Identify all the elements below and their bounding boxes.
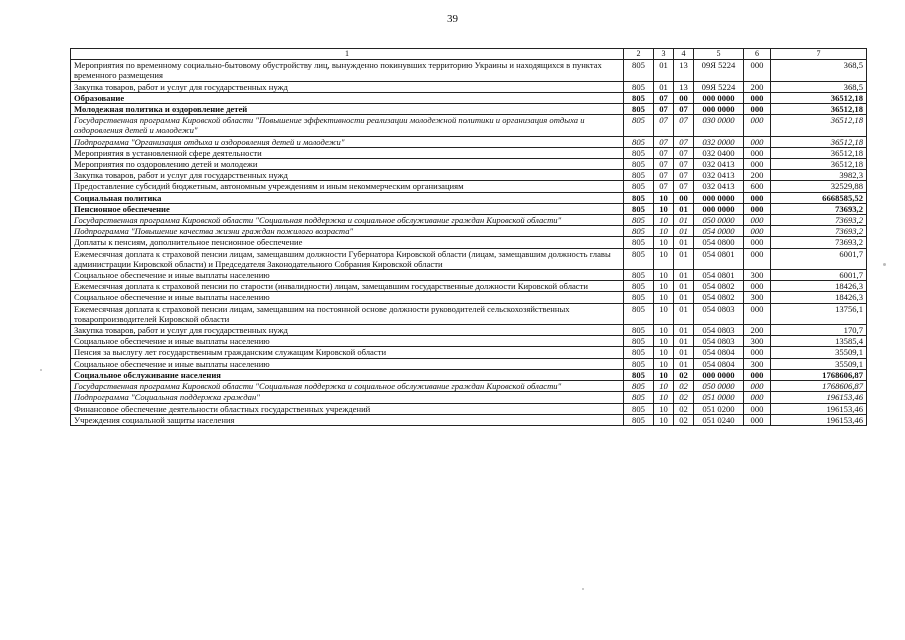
cell-subsection: 01 bbox=[674, 215, 694, 226]
table-row bbox=[71, 248, 867, 269]
cell-section: 10 bbox=[654, 347, 674, 358]
cell-section: 10 bbox=[654, 248, 674, 269]
table-row bbox=[71, 170, 867, 181]
cell-subsection: 07 bbox=[674, 115, 694, 136]
cell-section: 07 bbox=[654, 115, 674, 136]
cell-admin-code: 805 bbox=[624, 203, 654, 214]
cell-subsection: 02 bbox=[674, 403, 694, 414]
cell-section: 10 bbox=[654, 392, 674, 403]
cell-amount: 35509,1 bbox=[771, 358, 867, 369]
cell-section: 07 bbox=[654, 181, 674, 192]
column-header-6: 6 bbox=[744, 49, 771, 60]
cell-expense-type: 000 bbox=[744, 403, 771, 414]
table-row bbox=[71, 192, 867, 203]
cell-section: 07 bbox=[654, 159, 674, 170]
cell-amount: 36512,18 bbox=[771, 115, 867, 136]
cell-expense-type: 000 bbox=[744, 303, 771, 324]
cell-subsection: 00 bbox=[674, 92, 694, 103]
cell-amount: 196153,46 bbox=[771, 403, 867, 414]
cell-admin-code: 805 bbox=[624, 292, 654, 303]
cell-section: 07 bbox=[654, 147, 674, 158]
cell-name: Социальное обеспечение и иные выплаты населению bbox=[71, 292, 624, 303]
cell-expense-type: 300 bbox=[744, 336, 771, 347]
cell-name: Ежемесячная доплата к страховой пенсии лицам, замещавшим на постоянной основе должности руководителей сельскохозяйственных товаропроизводителей Кировской области bbox=[71, 303, 624, 324]
cell-subsection: 13 bbox=[674, 81, 694, 92]
cell-admin-code: 805 bbox=[624, 226, 654, 237]
cell-target-article: 054 0800 bbox=[694, 237, 744, 248]
cell-name: Пенсия за выслугу лет государственным гражданским служащим Кировской области bbox=[71, 347, 624, 358]
cell-target-article: 054 0802 bbox=[694, 281, 744, 292]
budget-table bbox=[70, 48, 867, 426]
cell-section: 01 bbox=[654, 81, 674, 92]
cell-admin-code: 805 bbox=[624, 159, 654, 170]
cell-subsection: 07 bbox=[674, 104, 694, 115]
cell-section: 07 bbox=[654, 170, 674, 181]
cell-expense-type: 000 bbox=[744, 115, 771, 136]
cell-expense-type: 000 bbox=[744, 237, 771, 248]
cell-name: Подпрограмма "Повышение качества жизни граждан пожилого возраста" bbox=[71, 226, 624, 237]
cell-expense-type: 000 bbox=[744, 215, 771, 226]
cell-subsection: 01 bbox=[674, 358, 694, 369]
cell-target-article: 032 0413 bbox=[694, 170, 744, 181]
cell-admin-code: 805 bbox=[624, 281, 654, 292]
cell-expense-type: 000 bbox=[744, 147, 771, 158]
cell-amount: 368,5 bbox=[771, 81, 867, 92]
cell-subsection: 01 bbox=[674, 347, 694, 358]
cell-amount: 35509,1 bbox=[771, 347, 867, 358]
cell-target-article: 054 0000 bbox=[694, 226, 744, 237]
cell-section: 10 bbox=[654, 237, 674, 248]
cell-target-article: 054 0801 bbox=[694, 270, 744, 281]
scan-speck bbox=[40, 369, 42, 371]
cell-subsection: 02 bbox=[674, 392, 694, 403]
cell-section: 10 bbox=[654, 292, 674, 303]
cell-name: Пенсионное обеспечение bbox=[71, 203, 624, 214]
cell-admin-code: 805 bbox=[624, 392, 654, 403]
cell-subsection: 01 bbox=[674, 292, 694, 303]
cell-subsection: 07 bbox=[674, 181, 694, 192]
cell-subsection: 07 bbox=[674, 136, 694, 147]
cell-amount: 1768606,87 bbox=[771, 369, 867, 380]
cell-target-article: 050 0000 bbox=[694, 381, 744, 392]
cell-target-article: 054 0801 bbox=[694, 248, 744, 269]
cell-expense-type: 600 bbox=[744, 181, 771, 192]
cell-section: 10 bbox=[654, 325, 674, 336]
cell-target-article: 054 0802 bbox=[694, 292, 744, 303]
table-row bbox=[71, 414, 867, 425]
cell-name: Молодежная политика и оздоровление детей bbox=[71, 104, 624, 115]
cell-amount: 6001,7 bbox=[771, 270, 867, 281]
cell-subsection: 02 bbox=[674, 381, 694, 392]
cell-expense-type: 000 bbox=[744, 392, 771, 403]
cell-expense-type: 000 bbox=[744, 192, 771, 203]
cell-name: Образование bbox=[71, 92, 624, 103]
table-row bbox=[71, 369, 867, 380]
cell-expense-type: 000 bbox=[744, 203, 771, 214]
cell-section: 10 bbox=[654, 203, 674, 214]
cell-target-article: 032 0413 bbox=[694, 159, 744, 170]
table-row bbox=[71, 281, 867, 292]
cell-section: 01 bbox=[654, 60, 674, 81]
cell-name: Социальное обслуживание населения bbox=[71, 369, 624, 380]
cell-name: Закупка товаров, работ и услуг для государственных нужд bbox=[71, 170, 624, 181]
cell-target-article: 054 0804 bbox=[694, 347, 744, 358]
cell-name: Предоставление субсидий бюджетным, автономным учреждениям и иным некоммерческим организациям bbox=[71, 181, 624, 192]
cell-admin-code: 805 bbox=[624, 325, 654, 336]
table-row bbox=[71, 92, 867, 103]
cell-subsection: 13 bbox=[674, 60, 694, 81]
cell-target-article: 032 0413 bbox=[694, 181, 744, 192]
cell-expense-type: 200 bbox=[744, 325, 771, 336]
cell-admin-code: 805 bbox=[624, 336, 654, 347]
cell-section: 07 bbox=[654, 136, 674, 147]
table-row bbox=[71, 147, 867, 158]
cell-admin-code: 805 bbox=[624, 303, 654, 324]
cell-admin-code: 805 bbox=[624, 347, 654, 358]
cell-expense-type: 000 bbox=[744, 347, 771, 358]
cell-expense-type: 300 bbox=[744, 358, 771, 369]
cell-target-article: 000 0000 bbox=[694, 203, 744, 214]
table-row bbox=[71, 347, 867, 358]
cell-section: 10 bbox=[654, 414, 674, 425]
scan-speck bbox=[883, 263, 886, 266]
cell-section: 10 bbox=[654, 226, 674, 237]
scan-speck bbox=[582, 588, 584, 590]
cell-target-article: 054 0803 bbox=[694, 336, 744, 347]
table-row bbox=[71, 292, 867, 303]
cell-subsection: 02 bbox=[674, 369, 694, 380]
cell-section: 07 bbox=[654, 104, 674, 115]
table-row bbox=[71, 81, 867, 92]
cell-name: Социальное обеспечение и иные выплаты населению bbox=[71, 336, 624, 347]
cell-amount: 13756,1 bbox=[771, 303, 867, 324]
cell-admin-code: 805 bbox=[624, 369, 654, 380]
cell-admin-code: 805 bbox=[624, 192, 654, 203]
cell-section: 10 bbox=[654, 369, 674, 380]
table-row bbox=[71, 60, 867, 81]
cell-target-article: 051 0200 bbox=[694, 403, 744, 414]
cell-target-article: 000 0000 bbox=[694, 369, 744, 380]
cell-name: Финансовое обеспечение деятельности областных государственных учреждений bbox=[71, 403, 624, 414]
cell-target-article: 051 0240 bbox=[694, 414, 744, 425]
table-row bbox=[71, 215, 867, 226]
cell-target-article: 032 0400 bbox=[694, 147, 744, 158]
cell-expense-type: 000 bbox=[744, 60, 771, 81]
column-header-3: 3 bbox=[654, 49, 674, 60]
cell-subsection: 01 bbox=[674, 336, 694, 347]
cell-name: Государственная программа Кировской области "Социальная поддержка и социальное обслуживание граждан Кировской области" bbox=[71, 381, 624, 392]
cell-expense-type: 000 bbox=[744, 381, 771, 392]
cell-subsection: 01 bbox=[674, 281, 694, 292]
cell-subsection: 07 bbox=[674, 170, 694, 181]
cell-section: 10 bbox=[654, 381, 674, 392]
cell-admin-code: 805 bbox=[624, 270, 654, 281]
cell-subsection: 00 bbox=[674, 192, 694, 203]
cell-name: Мероприятия по оздоровлению детей и молодежи bbox=[71, 159, 624, 170]
cell-expense-type: 000 bbox=[744, 92, 771, 103]
cell-amount: 170,7 bbox=[771, 325, 867, 336]
cell-admin-code: 805 bbox=[624, 170, 654, 181]
cell-admin-code: 805 bbox=[624, 92, 654, 103]
cell-target-article: 000 0000 bbox=[694, 192, 744, 203]
cell-subsection: 01 bbox=[674, 248, 694, 269]
cell-amount: 13585,4 bbox=[771, 336, 867, 347]
cell-name: Закупка товаров, работ и услуг для государственных нужд bbox=[71, 325, 624, 336]
cell-section: 10 bbox=[654, 358, 674, 369]
cell-expense-type: 000 bbox=[744, 281, 771, 292]
cell-section: 10 bbox=[654, 215, 674, 226]
table-row bbox=[71, 237, 867, 248]
table-row bbox=[71, 136, 867, 147]
table-row bbox=[71, 303, 867, 324]
cell-name: Подпрограмма "Организация отдыха и оздоровления детей и молодежи" bbox=[71, 136, 624, 147]
cell-expense-type: 000 bbox=[744, 369, 771, 380]
cell-name: Мероприятия по временному социально-бытовому обустройству лиц, вынужденно покинувших территорию Украины и находящихся в пунктах временного размещения bbox=[71, 60, 624, 81]
cell-admin-code: 805 bbox=[624, 248, 654, 269]
cell-subsection: 01 bbox=[674, 325, 694, 336]
cell-name: Государственная программа Кировской области "Повышение эффективности реализации молодежной политики и организация отдыха и оздоровления детей и молодежи" bbox=[71, 115, 624, 136]
cell-amount: 36512,18 bbox=[771, 147, 867, 158]
table-row bbox=[71, 381, 867, 392]
cell-name: Государственная программа Кировской области "Социальная поддержка и социальное обслуживание граждан Кировской области" bbox=[71, 215, 624, 226]
cell-section: 10 bbox=[654, 336, 674, 347]
table-row bbox=[71, 104, 867, 115]
cell-amount: 368,5 bbox=[771, 60, 867, 81]
table-row bbox=[71, 325, 867, 336]
cell-admin-code: 805 bbox=[624, 237, 654, 248]
cell-subsection: 07 bbox=[674, 159, 694, 170]
table-row bbox=[71, 403, 867, 414]
cell-name: Социальная политика bbox=[71, 192, 624, 203]
cell-target-article: 000 0000 bbox=[694, 104, 744, 115]
page-number: 39 bbox=[447, 13, 458, 25]
cell-target-article: 054 0803 bbox=[694, 303, 744, 324]
cell-admin-code: 805 bbox=[624, 403, 654, 414]
cell-subsection: 01 bbox=[674, 226, 694, 237]
cell-admin-code: 805 bbox=[624, 181, 654, 192]
cell-amount: 18426,3 bbox=[771, 292, 867, 303]
cell-amount: 36512,18 bbox=[771, 92, 867, 103]
table-row bbox=[71, 203, 867, 214]
table-header-row bbox=[71, 49, 867, 60]
cell-amount: 36512,18 bbox=[771, 104, 867, 115]
cell-name: Ежемесячная доплата к страховой пенсии по старости (инвалидности) лицам, замещавшим государственные должности Кировской области bbox=[71, 281, 624, 292]
column-header-7: 7 bbox=[771, 49, 867, 60]
cell-admin-code: 805 bbox=[624, 147, 654, 158]
cell-expense-type: 200 bbox=[744, 170, 771, 181]
cell-subsection: 01 bbox=[674, 270, 694, 281]
cell-expense-type: 000 bbox=[744, 136, 771, 147]
cell-name: Доплаты к пенсиям, дополнительное пенсионное обеспечение bbox=[71, 237, 624, 248]
cell-admin-code: 805 bbox=[624, 81, 654, 92]
cell-amount: 36512,18 bbox=[771, 136, 867, 147]
cell-expense-type: 000 bbox=[744, 414, 771, 425]
cell-section: 10 bbox=[654, 281, 674, 292]
cell-target-article: 050 0000 bbox=[694, 215, 744, 226]
column-header-1: 1 bbox=[71, 49, 624, 60]
cell-amount: 196153,46 bbox=[771, 392, 867, 403]
cell-amount: 73693,2 bbox=[771, 203, 867, 214]
cell-amount: 32529,88 bbox=[771, 181, 867, 192]
column-header-4: 4 bbox=[674, 49, 694, 60]
cell-amount: 73693,2 bbox=[771, 237, 867, 248]
cell-expense-type: 200 bbox=[744, 81, 771, 92]
cell-target-article: 09Я 5224 bbox=[694, 60, 744, 81]
column-header-5: 5 bbox=[694, 49, 744, 60]
cell-target-article: 030 0000 bbox=[694, 115, 744, 136]
cell-amount: 73693,2 bbox=[771, 215, 867, 226]
cell-amount: 3982,3 bbox=[771, 170, 867, 181]
cell-amount: 36512,18 bbox=[771, 159, 867, 170]
cell-admin-code: 805 bbox=[624, 215, 654, 226]
table-row bbox=[71, 115, 867, 136]
table-row bbox=[71, 336, 867, 347]
cell-subsection: 07 bbox=[674, 147, 694, 158]
table-row bbox=[71, 226, 867, 237]
cell-name: Учреждения социальной защиты населения bbox=[71, 414, 624, 425]
cell-target-article: 09Я 5224 bbox=[694, 81, 744, 92]
cell-section: 10 bbox=[654, 192, 674, 203]
cell-section: 10 bbox=[654, 303, 674, 324]
cell-admin-code: 805 bbox=[624, 104, 654, 115]
cell-subsection: 02 bbox=[674, 414, 694, 425]
cell-admin-code: 805 bbox=[624, 115, 654, 136]
cell-name: Ежемесячная доплата к страховой пенсии лицам, замещавшим должности Губернатора Кировской области (лицам, замещавшим должность главы администрации Кировской области) и Председателя Законодательного Собрания Кировской области bbox=[71, 248, 624, 269]
cell-expense-type: 000 bbox=[744, 104, 771, 115]
cell-name: Подпрограмма "Социальная поддержка граждан" bbox=[71, 392, 624, 403]
cell-admin-code: 805 bbox=[624, 381, 654, 392]
cell-amount: 1768606,87 bbox=[771, 381, 867, 392]
cell-name: Мероприятия в установленной сфере деятельности bbox=[71, 147, 624, 158]
cell-expense-type: 300 bbox=[744, 292, 771, 303]
cell-subsection: 01 bbox=[674, 303, 694, 324]
cell-amount: 18426,3 bbox=[771, 281, 867, 292]
table-row bbox=[71, 159, 867, 170]
cell-amount: 6668585,52 bbox=[771, 192, 867, 203]
cell-section: 10 bbox=[654, 270, 674, 281]
cell-amount: 196153,46 bbox=[771, 414, 867, 425]
cell-admin-code: 805 bbox=[624, 136, 654, 147]
cell-admin-code: 805 bbox=[624, 414, 654, 425]
cell-expense-type: 000 bbox=[744, 159, 771, 170]
cell-expense-type: 000 bbox=[744, 248, 771, 269]
table-row bbox=[71, 392, 867, 403]
cell-target-article: 000 0000 bbox=[694, 92, 744, 103]
cell-expense-type: 300 bbox=[744, 270, 771, 281]
cell-admin-code: 805 bbox=[624, 358, 654, 369]
table-body bbox=[71, 60, 867, 426]
cell-expense-type: 000 bbox=[744, 226, 771, 237]
table-row bbox=[71, 181, 867, 192]
cell-target-article: 051 0000 bbox=[694, 392, 744, 403]
cell-amount: 73693,2 bbox=[771, 226, 867, 237]
cell-section: 07 bbox=[654, 92, 674, 103]
cell-subsection: 01 bbox=[674, 203, 694, 214]
cell-admin-code: 805 bbox=[624, 60, 654, 81]
table-row bbox=[71, 358, 867, 369]
cell-target-article: 032 0000 bbox=[694, 136, 744, 147]
cell-section: 10 bbox=[654, 403, 674, 414]
cell-amount: 6001,7 bbox=[771, 248, 867, 269]
cell-subsection: 01 bbox=[674, 237, 694, 248]
table-row bbox=[71, 270, 867, 281]
column-header-2: 2 bbox=[624, 49, 654, 60]
cell-target-article: 054 0804 bbox=[694, 358, 744, 369]
cell-name: Социальное обеспечение и иные выплаты населению bbox=[71, 270, 624, 281]
cell-name: Закупка товаров, работ и услуг для государственных нужд bbox=[71, 81, 624, 92]
cell-target-article: 054 0803 bbox=[694, 325, 744, 336]
cell-name: Социальное обеспечение и иные выплаты населению bbox=[71, 358, 624, 369]
